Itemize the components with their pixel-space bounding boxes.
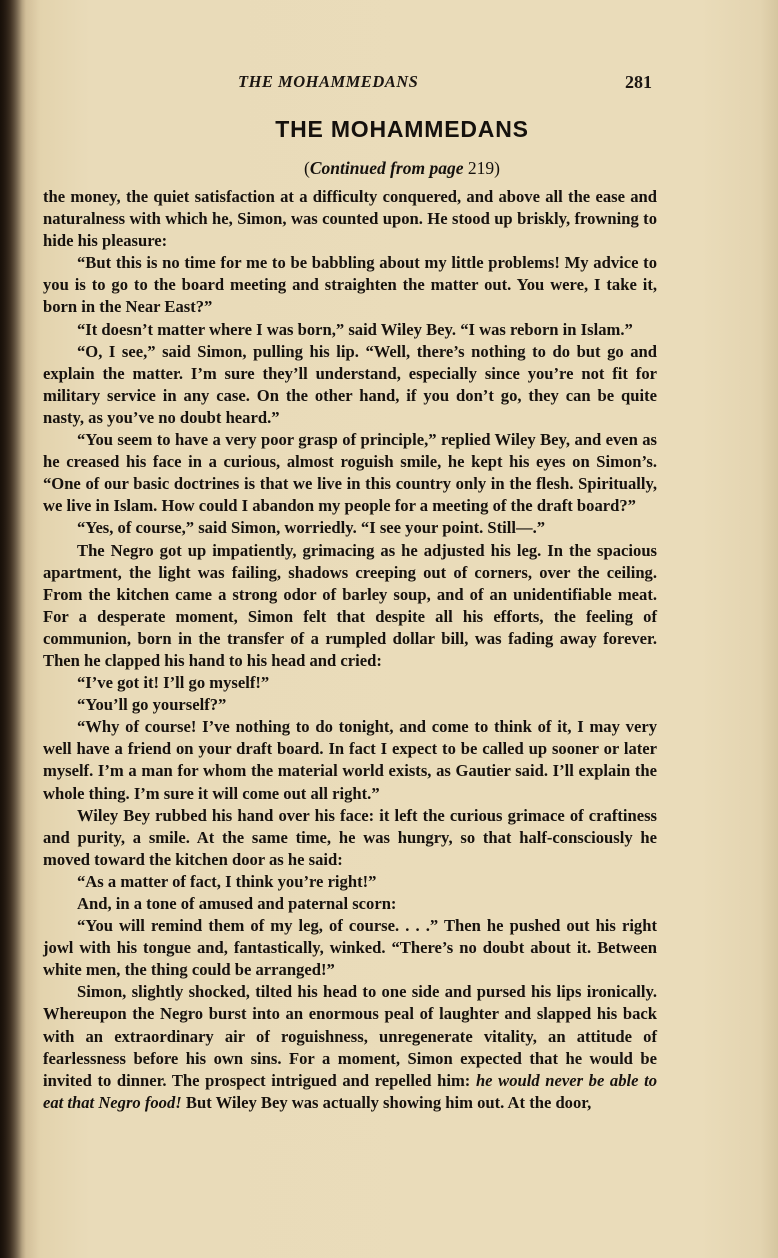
article-title: THE MOHAMMEDANS <box>275 116 529 142</box>
paragraph-text: “I’ve got it! I’ll go myself!” <box>77 673 270 693</box>
continued-open-paren: ( <box>304 158 310 178</box>
paragraph-text: “But this is no time for me to be babbling about my little problems! My advice to you is to go to the board meeting and straighten the matter out. You were, I take it, born in the Near East?” <box>43 253 657 317</box>
paragraph <box>43 252 657 318</box>
paragraph-text: “As a matter of fact, I think you’re right!” <box>77 871 377 891</box>
paragraph <box>43 319 657 341</box>
continued-close-paren: ) <box>494 158 500 178</box>
italic-text: he would never be able to eat that Negro food! <box>43 1070 658 1112</box>
paragraph <box>43 517 657 539</box>
paragraph <box>43 540 657 673</box>
paragraph-text: “You will remind them of my leg, of course. . . .” Then he pushed out his right jowl with his tongue and, fantastically, winked. “There’s no doubt about it. Between white men, the thing could be arranged!” <box>43 916 657 980</box>
paragraph-text: The Negro got up impatiently, grimacing as he adjusted his leg. In the spacious apartment, the light was failing, shadows creeping out of corners, over the ceiling. From the kitchen came a strong odor of barley soup, and of an unidentifiable meat. For a desperate moment, Simon felt that despite all his efforts, the feeling of communion, born in the transfer of a rumpled dollar bill, was fading away forever. Then he clapped his hand to his head and cried: <box>43 540 657 670</box>
paragraph <box>43 341 657 429</box>
running-head: THE MOHAMMEDANS <box>238 72 419 91</box>
body-text <box>43 186 657 1114</box>
paragraph <box>43 716 657 804</box>
continued-note <box>0 158 778 179</box>
paragraph <box>43 893 657 915</box>
paragraph-text: “You seem to have a very poor grasp of principle,” replied Wiley Bey, and even as he creased his face in a curious, almost roguish smile, he kept his eyes on Simon’s. “One of our basic doctrines is that we live in this country only in the flesh. Spiritually, we live in Islam. How could I abandon my people for a meeting of the draft board?” <box>43 430 657 516</box>
paragraph <box>43 429 657 517</box>
page-number: 281 <box>625 72 652 92</box>
paragraph-text: “You’ll go yourself?” <box>77 695 227 715</box>
paragraph-text: But Wiley Bey was actually showing him out. At the door, <box>181 1092 592 1112</box>
paragraph-text: Simon, slightly shocked, tilted his head to one side and pursed his lips ironically. Whereupon the Negro burst into an enormous peal of laughter and slapped his back with an extraordinary air of roguishness, unregenerate vitality, an attitude of fearlessness before his own sins. For a moment, Simon expected that he would be invited to dinner. The prospect intrigued and repelled him: <box>43 982 657 1090</box>
paragraph <box>43 981 657 1114</box>
paragraph-text: “Yes, of course,” said Simon, worriedly. “I see your point. Still—.” <box>77 518 546 538</box>
paragraph-text: And, in a tone of amused and paternal scorn: <box>77 894 397 913</box>
paragraph <box>43 805 657 871</box>
paragraph <box>43 672 657 694</box>
book-spine-shadow <box>0 0 26 1258</box>
continued-label: Continued from page <box>309 158 464 178</box>
continued-page-number: 219 <box>467 158 495 178</box>
paragraph <box>43 915 657 981</box>
paragraph-text: “It doesn’t matter where I was born,” said Wiley Bey. “I was reborn in Islam.” <box>77 319 633 339</box>
paragraph-text: Wiley Bey rubbed his hand over his face: it left the curious grimace of craftiness and purity, a smile. At the same time, he was hungry, so that half-consciously he moved toward the kitchen door as he said: <box>43 805 657 869</box>
paragraph-text: “O, I see,” said Simon, pulling his lip. “Well, there’s nothing to do but go and explain the matter. I’m sure they’ll understand, especially since you’re not fit for military service in any case. On the other hand, if you don’t go, they can be quite nasty, as you’ve no doubt heard.” <box>43 341 657 427</box>
paragraph <box>43 871 657 893</box>
paragraph-text: the money, the quiet satisfaction at a difficulty conquered, and above all the ease and naturalness with which he, Simon, was counted upon. He stood up briskly, frowning to hide his pleasure: <box>43 187 657 251</box>
paragraph-text: “Why of course! I’ve nothing to do tonight, and come to think of it, I may very well have a friend on your draft board. In fact I expect to be called up sooner or later myself. I’m a man for whom the material world exists, as Gautier said. I’ll explain the whole thing. I’m sure it will come out all right.” <box>43 717 657 803</box>
paragraph <box>43 186 657 252</box>
paragraph <box>43 694 657 716</box>
